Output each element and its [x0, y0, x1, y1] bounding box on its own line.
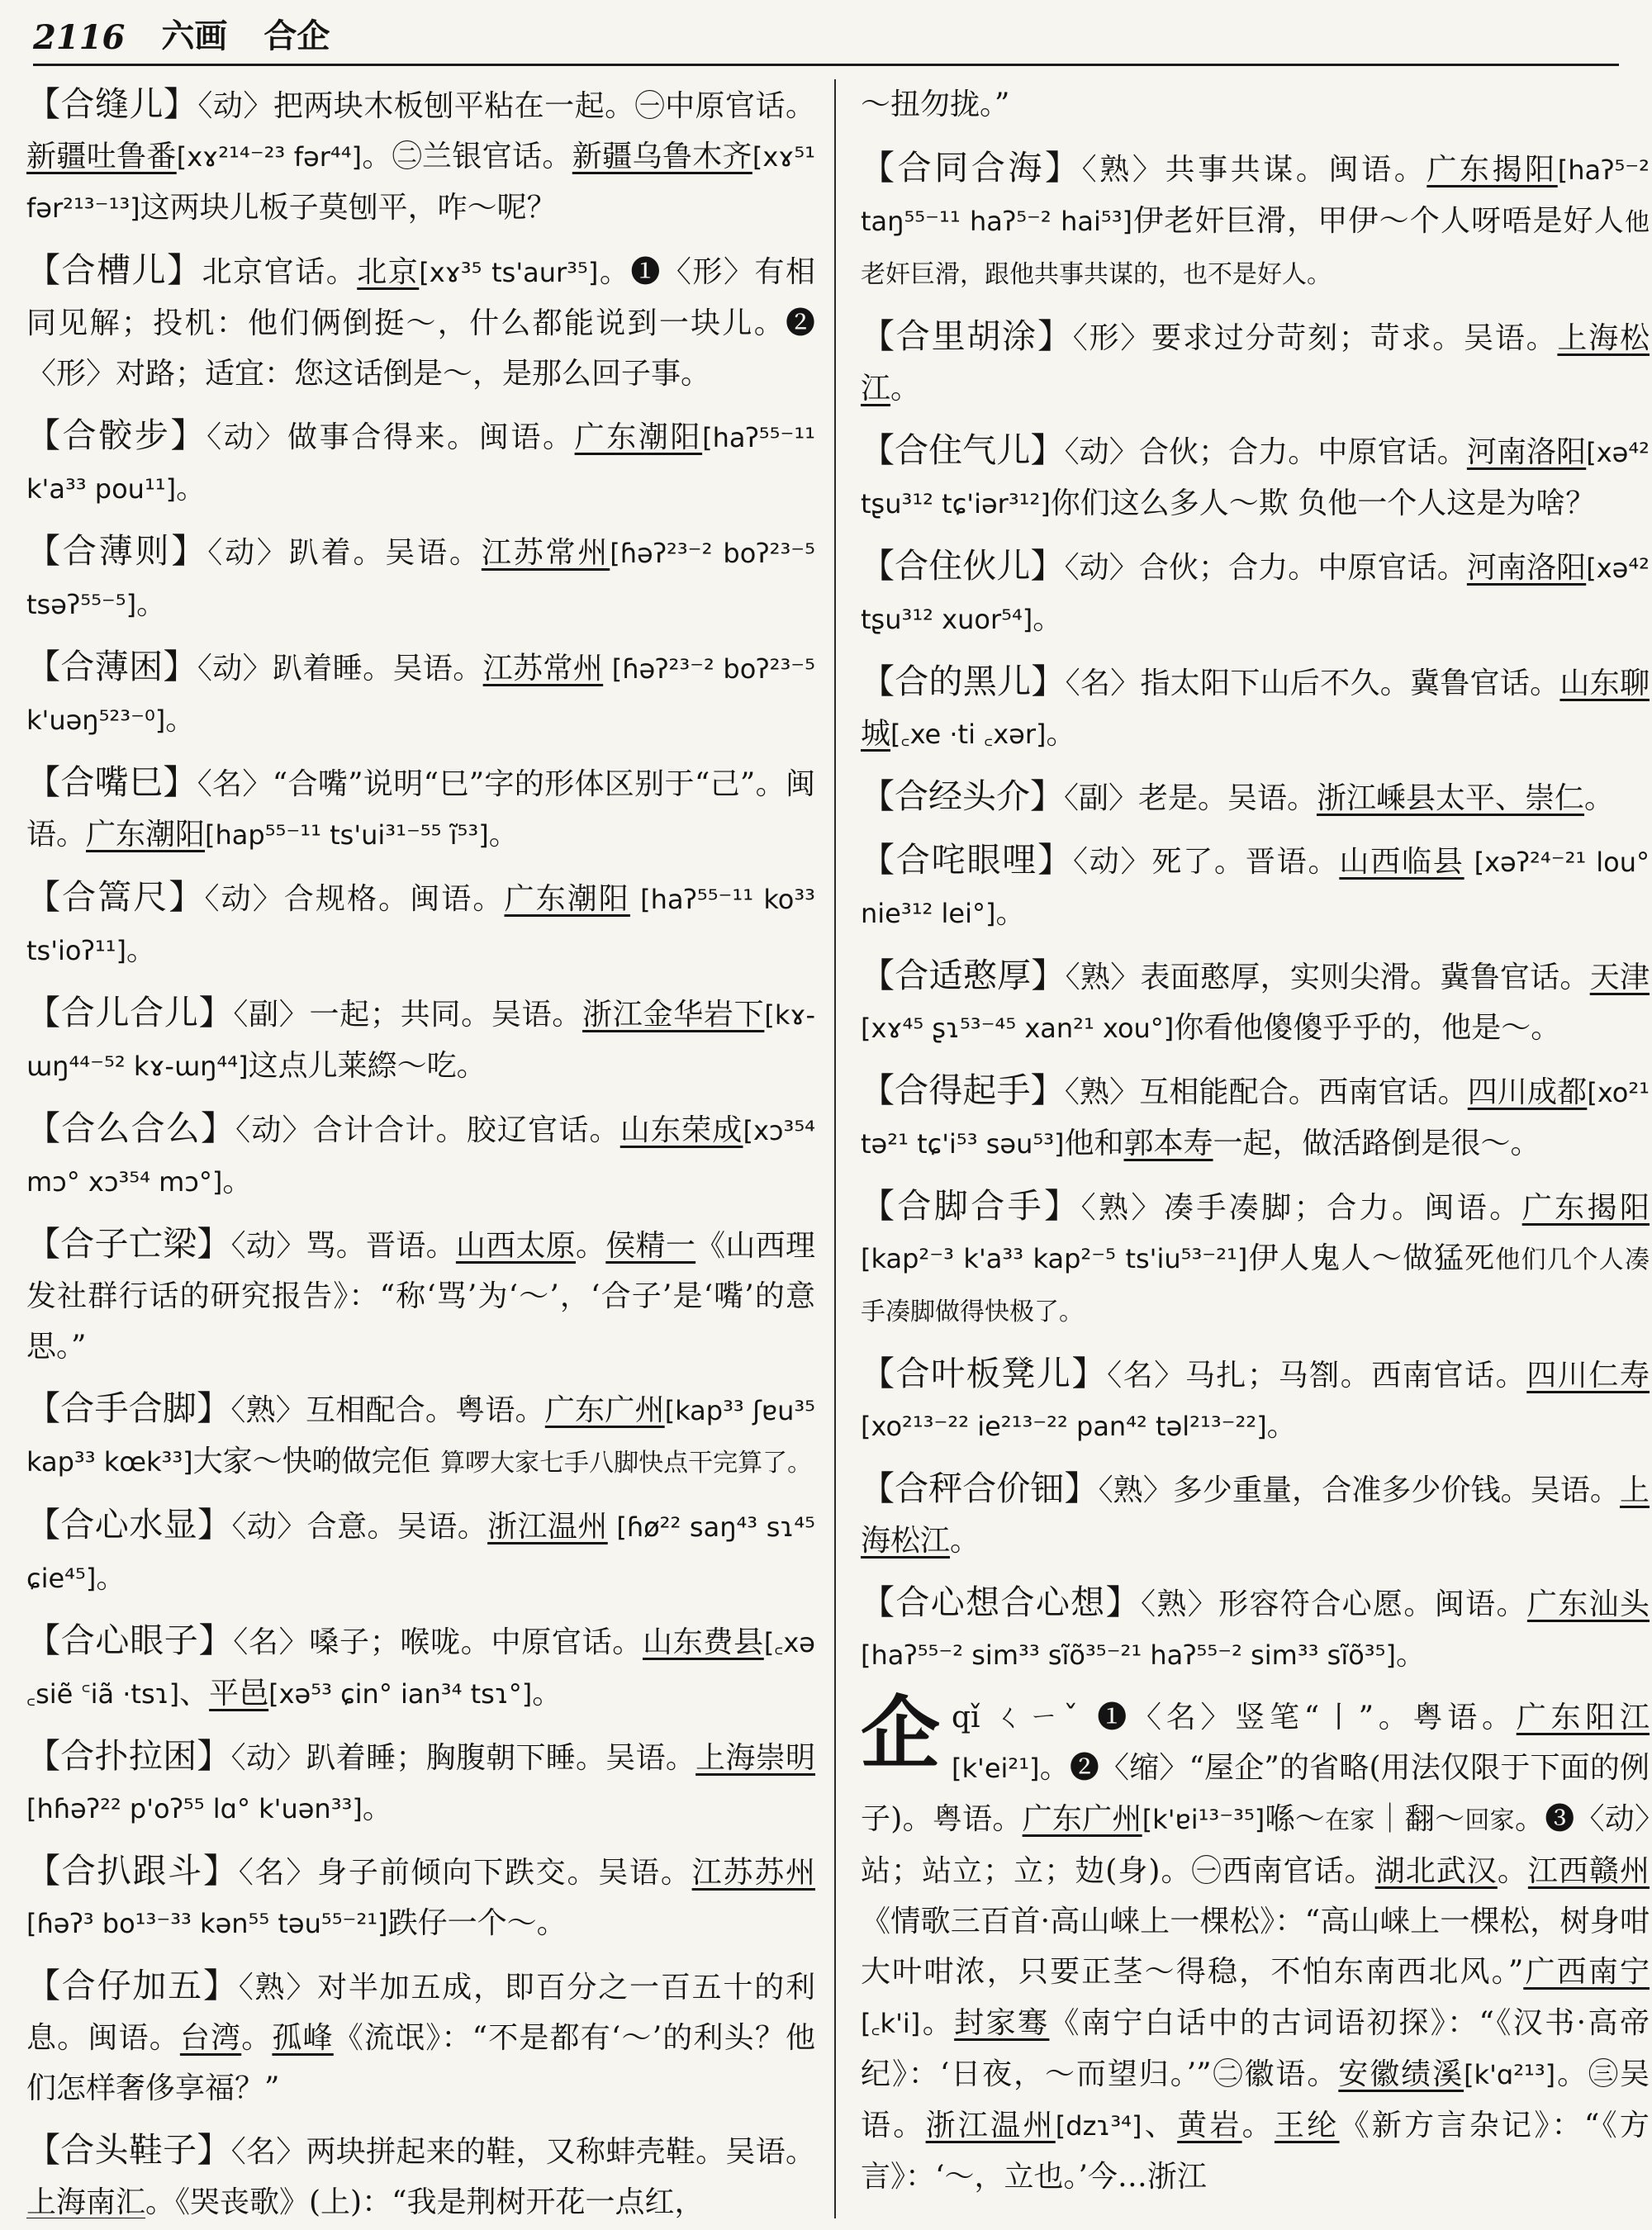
entry-headword: 【合骹步】 — [26, 415, 207, 455]
definition-text: 。㊂吴语。 — [861, 2057, 1650, 2142]
place-name: 上海南汇 — [26, 2185, 146, 2218]
place-name: 台湾 — [179, 2021, 242, 2055]
ipa-transcription: [k'ɑ²¹³] — [1464, 2059, 1556, 2090]
gloss-text: 回家 — [1464, 1806, 1515, 1835]
place-name: 山西太原 — [455, 1229, 576, 1263]
place-name: 浙江金华岩下 — [582, 998, 765, 1032]
place-name: 北京 — [357, 255, 420, 289]
ipa-transcription: [hɦəʔ²² p'oʔ⁵⁵ lɑ° k'uən³³] — [26, 1793, 363, 1824]
ipa-transcription: [xɔ³⁵⁴ mɔ° xɔ³⁵⁴ mɔ°] — [26, 1115, 815, 1198]
definition-text: 。 — [96, 1561, 126, 1595]
definition-text: 。 — [488, 818, 519, 852]
definition-text: 〈动〉骂。晋语。 — [230, 1229, 456, 1263]
place-name: 山东荣成 — [620, 1113, 743, 1147]
entry-headword: 【合薄困】 — [26, 647, 197, 686]
entry-headword: 【合得起手】 — [861, 1070, 1065, 1110]
place-name: 广东阳江 — [1516, 1701, 1650, 1734]
definition-text: 。 — [950, 1524, 980, 1558]
place-name: 黄岩 — [1177, 2109, 1242, 2142]
ipa-transcription: [xo²¹ tə²¹ tɕ'i⁵³ səu⁵³] — [861, 1077, 1650, 1160]
ipa-transcription: [haʔ⁵⁻² taŋ⁵⁵⁻¹¹ haʔ⁵⁻² hai⁵³] — [861, 154, 1650, 237]
definition-text: 。 — [176, 472, 206, 505]
dictionary-entry — [861, 1578, 1650, 1681]
definition-text: 这两块儿板子莫刨平，咋～呢？ — [140, 191, 557, 225]
entry-headword: 【合仔加五】 — [26, 1966, 239, 2005]
definition-text: 〈动〉做事合得来。闽语。 — [206, 420, 575, 454]
definition-text: 。 — [1584, 781, 1615, 815]
definition-text: 〈动〉合伙；合力。中原官话。 — [1064, 435, 1467, 469]
definition-text: 。 — [362, 1791, 392, 1825]
definition-text: 《新方言杂记》：“《方言》：‘～，立也。’今…浙江 — [861, 2109, 1650, 2194]
definition-text: 他和 — [1064, 1127, 1124, 1160]
ipa-transcription: [xə⁵³ ɕin° ian³⁴ tsɿ°] — [268, 1678, 533, 1710]
definition-text: 〈熟〉互相配合。粤语。 — [230, 1393, 545, 1427]
place-name: 广西南宁 — [1523, 1955, 1650, 1989]
place-name: 广东潮阳 — [504, 882, 630, 916]
entry-headword: 【合叶板凳儿】 — [861, 1354, 1108, 1393]
definition-text: 〈名〉马扎；马劄。西南官话。 — [1107, 1359, 1527, 1393]
place-name: 上海松江 — [861, 321, 1650, 406]
definition-text: 〈动〉趴着睡；胸腹朝下睡。吴语。 — [230, 1741, 696, 1775]
gloss-text: 他老奸巨滑，跟他共事共谋的，也不是好人。 — [861, 208, 1650, 289]
place-name: 江苏常州 — [482, 652, 604, 686]
place-name: 山东聊城 — [861, 667, 1650, 751]
definition-text: 〈熟〉凑手凑脚；合力。闽语。 — [1080, 1191, 1522, 1225]
place-name: 孤峰 — [272, 2021, 334, 2055]
definition-text: 。 — [165, 703, 196, 737]
dictionary-entry — [26, 1731, 815, 1834]
place-name: 上海松江 — [861, 1473, 1650, 1558]
dictionary-entry — [861, 771, 1650, 823]
entry-headword: 【合咤眼哩】 — [861, 840, 1073, 880]
ipa-transcription: [hap⁵⁵⁻¹¹ ts'ui³¹⁻⁵⁵ ĩ⁵³] — [205, 819, 489, 851]
definition-text: 、 — [1142, 2109, 1178, 2142]
definition-text: 喺～ — [1265, 1802, 1326, 1836]
definition-text: 。 — [241, 2021, 273, 2055]
entry-headword: 【合么合么】 — [26, 1108, 236, 1148]
entry-headword: 【合头鞋子】 — [26, 2130, 231, 2170]
ipa-transcription: [kap²⁻³ k'a³³ kap²⁻⁵ ts'iu⁵³⁻²¹] — [861, 1243, 1248, 1274]
definition-text: 〈名〉嗓子；喉咙。中原官话。 — [233, 1625, 643, 1659]
ipa-transcription: [ɦəʔ³ bo¹³⁻³³ kən⁵⁵ təu⁵⁵⁻²¹] — [26, 1908, 388, 1939]
ipa-transcription: [haʔ⁵⁵⁻¹¹ k'a³³ pou¹¹] — [26, 422, 815, 505]
definition-text: 。 — [136, 587, 167, 621]
definition-text: 〈名〉指太阳下山后不久。冀鲁官话。 — [1065, 667, 1560, 700]
definition-text: 。 — [532, 1677, 563, 1710]
ipa-transcription: [xə⁴² tʂu³¹² xuor⁵⁴] — [861, 553, 1650, 635]
ipa-transcription: [haʔ⁵⁵⁻² sim³³ sĩõ³⁵⁻²¹ haʔ⁵⁵⁻² sim³³ sĩõ³⁵] — [861, 1639, 1396, 1671]
dictionary-entry — [861, 311, 1650, 414]
definition-text: 、 — [179, 1677, 210, 1710]
place-name: 河南洛阳 — [1466, 435, 1587, 469]
entry-headword: 【合缝儿】 — [26, 84, 198, 124]
definition-text: 。❷〈缩〉“屋企”的省略(用法仅限于下面的例子)。粤语。 — [861, 1751, 1650, 1836]
ipa-transcription: [kɤ-ɯŋ⁴⁴⁻⁵² kɤ-ɯŋ⁴⁴] — [26, 999, 815, 1082]
dictionary-entry — [861, 425, 1650, 529]
definition-text: 大家～快啲做完佢 — [192, 1445, 441, 1478]
place-name: 新疆乌鲁木齐 — [572, 140, 752, 173]
entry-headword: 【合的黑儿】 — [861, 662, 1066, 701]
entry-headword: 【合儿合儿】 — [26, 993, 234, 1032]
stroke-section: 六画 — [161, 17, 228, 55]
definition-text: 〈副〉老是。吴语。 — [1064, 781, 1317, 815]
entry-headword: 【合住气儿】 — [861, 430, 1065, 470]
definition-text: 〈副〉一起；共同。吴语。 — [233, 998, 583, 1032]
entry-headword: 【合槽儿】 — [26, 250, 202, 290]
definition-text: 〈名〉身子前倾向下跌交。吴语。 — [238, 1856, 692, 1890]
dictionary-entry — [26, 526, 815, 630]
definition-text: 。㊁兰银官话。 — [362, 140, 572, 173]
definition-text: 〈动〉趴着睡。吴语。 — [197, 652, 483, 686]
definition-text: ❶〈名〉竖笔“丨”。粤语。 — [1097, 1701, 1517, 1734]
dictionary-entry — [26, 1961, 815, 2114]
ipa-transcription: [k'ɐi¹³⁻³⁵] — [1142, 1804, 1265, 1835]
ipa-transcription: [xɤ⁵¹ fər²¹³⁻¹³] — [26, 141, 815, 224]
definition-text: 伊人鬼人～做猛死 — [1247, 1241, 1496, 1275]
place-name: 新疆吐鲁番 — [26, 140, 177, 173]
dictionary-entry — [861, 951, 1650, 1054]
dictionary-entry — [861, 1181, 1650, 1337]
continued-text: ～扭勿拢。” — [861, 88, 1010, 121]
place-name: 浙江温州 — [487, 1510, 608, 1544]
entry-headword: 【合篙尺】 — [26, 877, 205, 917]
dictionary-entry — [26, 79, 815, 234]
ipa-transcription: [xo²¹³⁻²² ie²¹³⁻²² pan⁴² təl²¹³⁻²²] — [861, 1411, 1267, 1442]
place-name: 湖北武汉 — [1374, 1854, 1498, 1888]
place-name: 安徽绩溪 — [1338, 2057, 1464, 2091]
gloss-text: 算啰大家七手八脚快点干完算了。 — [440, 1449, 813, 1478]
dictionary-entry — [26, 1616, 815, 1720]
ipa-transcription: [ɦəʔ²³⁻² boʔ²³⁻⁵ tsəʔ⁵⁵⁻⁵] — [26, 538, 815, 620]
definition-text: 《情歌三百首·高山崃上一棵松》：“高山崃上一棵松，树身咁大叶咁浓，只要正茎～得稳，不怕东南西北风。” — [861, 1905, 1650, 1989]
definition-text: 〈熟〉共事共谋。闽语。 — [1081, 153, 1427, 187]
entry-headword: 【合同合海】 — [861, 148, 1082, 187]
place-name: 浙江嵊县太平、崇仁 — [1317, 781, 1585, 815]
entry-headword: 【合手合脚】 — [26, 1388, 231, 1428]
entry-headword: 【合扒跟斗】 — [26, 1851, 239, 1891]
definition-text: 《流氓》：“不是都有‘～’的利头？他们怎样奢侈享福？” — [26, 2021, 815, 2105]
place-name: 平邑 — [209, 1677, 269, 1710]
place-name: 封家骞 — [954, 2006, 1050, 2040]
place-name: 山东费县 — [643, 1625, 764, 1659]
place-name: 上海崇明 — [695, 1741, 815, 1775]
place-name: 广东广州 — [544, 1393, 665, 1427]
entry-headword: 【合薄则】 — [26, 531, 208, 571]
definition-text: 。 — [576, 1229, 606, 1263]
ipa-transcription: [dzɿ³⁴] — [1055, 2110, 1142, 2142]
definition-text: 。 — [1497, 1854, 1528, 1888]
entry-headword: 【合脚合手】 — [861, 1186, 1081, 1226]
entry-headword: 【合里胡涂】 — [861, 316, 1073, 356]
ipa-transcription: [xɤ⁴⁵ ʂɿ⁵³⁻⁴⁵ xan²¹ xou°] — [861, 1013, 1175, 1044]
headchar-qi: 企 — [861, 1687, 940, 1780]
definition-text: 《南宁白话中的古词语初探》：“《汉书·高帝纪》：‘日夜，～而望归。’”㊁徽语。 — [861, 2006, 1650, 2091]
entry-headword: 【合子亡梁】 — [26, 1224, 231, 1264]
entry-headword: 【合住伙儿】 — [861, 546, 1065, 586]
definition-text: 跌仔一个～。 — [387, 1906, 567, 1940]
ipa-transcription: [xəʔ²⁴⁻²¹ lou° nie³¹² lei°] — [861, 847, 1650, 929]
ipa-transcription: [꜀xə ꜀siẽ ꜂iã ·tsɿ] — [26, 1627, 815, 1710]
place-name: 四川仁寿 — [1526, 1359, 1650, 1393]
dictionary-entry — [26, 245, 815, 399]
definition-text: 。 — [1046, 717, 1076, 751]
ipa-transcription: [꜀xe ·ti ꜀xər] — [890, 719, 1047, 750]
ipa-transcription: [haʔ⁵⁵⁻¹¹ ko³³ ts'ioʔ¹¹] — [26, 884, 815, 966]
entry-headword: 【合适憨厚】 — [861, 956, 1066, 995]
place-name: 四川成都 — [1467, 1075, 1588, 1109]
dictionary-entry — [861, 1464, 1650, 1566]
entry-qi — [861, 1687, 1650, 2202]
place-name: 河南洛阳 — [1466, 551, 1587, 585]
entry-headword: 【合经头介】 — [861, 776, 1064, 816]
definition-text: 〈动〉合伙；合力。中原官话。 — [1064, 551, 1467, 585]
dictionary-entry — [26, 1219, 815, 1372]
definition-text: 〈动〉趴着。吴语。 — [207, 536, 482, 570]
ipa-transcription: [ɦəʔ²³⁻² boʔ²³⁻⁵ k'uəŋ⁵²³⁻⁰] — [26, 653, 815, 736]
dictionary-entry — [26, 872, 815, 976]
place-name: 广东揭阳 — [1521, 1191, 1650, 1225]
definition-text: 〈名〉“合嘴”说明“巳”字的形体区别于“己”。闽语。 — [26, 767, 815, 852]
ipa-transcription: [꜀k'i] — [861, 2008, 921, 2039]
dictionary-entry — [861, 1065, 1650, 1170]
definition-text: 《山西理发社群行话的研究报告》：“称‘骂’为‘～’，‘合子’是‘嘴’的意思。” — [26, 1229, 815, 1364]
definition-text: 。❶〈形〉有相同见解；投机：他们俩倒挺～，什么都能说到一块儿。❷〈形〉对路；适宜：您这话倒是～，是那么回子事。 — [26, 255, 815, 391]
definition-text: 这点儿莱縩～吃。 — [248, 1049, 487, 1083]
place-name: 广东广州 — [1022, 1802, 1142, 1836]
qi-pinyin: qǐ ㄑㄧˇ — [952, 1701, 1083, 1734]
definition-text: 你看他傻傻乎乎的，他是～。 — [1174, 1011, 1561, 1045]
place-name: 浙江温州 — [925, 2109, 1056, 2142]
definition-text: 。 — [1032, 602, 1063, 636]
page-header — [33, 15, 1619, 66]
dictionary-entry — [861, 657, 1650, 760]
ipa-transcription: [ɦø²² saŋ⁴³ sɿ⁴⁵ ɕie⁴⁵] — [26, 1511, 815, 1594]
gloss-text: 他们几个人凑手凑脚做得快极了。 — [861, 1245, 1650, 1326]
definition-text: 〈动〉合计合计。胶辽官话。 — [235, 1113, 620, 1147]
place-name: 广东汕头 — [1526, 1587, 1650, 1621]
place-name: 江苏常州 — [481, 536, 610, 570]
place-name: 天津 — [1589, 961, 1650, 994]
definition-text: 。 — [995, 896, 1026, 930]
dictionary-entry — [861, 1349, 1650, 1452]
definition-text: 伊老奸巨滑，甲伊～个人呀唔是好人 — [1132, 204, 1625, 238]
dictionary-entry — [26, 642, 815, 746]
dictionary-entry — [26, 757, 815, 861]
entry-headword: 【合心眼子】 — [26, 1620, 234, 1660]
dictionary-entry — [26, 1103, 815, 1208]
definition-text: 一起，做活路倒是很～。 — [1213, 1127, 1540, 1160]
place-name: 王纶 — [1274, 2109, 1340, 2142]
definition-text: 〈形〉要求过分苛刻；苛求。吴语。 — [1072, 321, 1558, 355]
definition-text: 。 — [890, 372, 921, 406]
dictionary-entry — [26, 1383, 815, 1488]
gloss-text: 在家 — [1325, 1806, 1375, 1835]
dictionary-entry — [26, 2125, 815, 2218]
column-divider — [834, 79, 836, 2218]
definition-text: 〈动〉合规格。闽语。 — [204, 882, 505, 916]
ipa-transcription: [xɤ²¹⁴⁻²³ fər⁴⁴] — [176, 141, 363, 173]
entry-headword: 【合扑拉困】 — [26, 1736, 231, 1776]
place-name: 广东潮阳 — [574, 420, 703, 454]
place-name: 广东潮阳 — [86, 818, 206, 852]
ipa-transcription: [kap³³ ʃɐu³⁵ kap³³ kœk³³] — [26, 1395, 815, 1478]
place-name: 侯精一 — [605, 1229, 696, 1263]
definition-text: 〈熟〉表面憨厚，实则尖滑。冀鲁官话。 — [1065, 961, 1590, 994]
dictionary-entry — [26, 988, 815, 1092]
place-name: 郭本寿 — [1123, 1127, 1213, 1160]
place-name: 广东揭阳 — [1427, 153, 1558, 187]
dictionary-entry — [26, 410, 815, 515]
definition-text: 〈熟〉形容符合心愿。闽语。 — [1141, 1587, 1527, 1621]
definition-text: 。 — [1395, 1638, 1426, 1672]
definition-text: 。《哭丧歌》(上)：“我是荆树开花一点红， — [145, 2185, 705, 2218]
right-column — [861, 79, 1650, 2218]
ipa-transcription: [k'ei²¹] — [952, 1753, 1040, 1784]
ipa-transcription: [xə⁴² tʂu³¹² tɕ'iər³¹²] — [861, 437, 1650, 520]
dictionary-entry — [861, 835, 1650, 939]
definition-text: 你们这么多人～欺 负他一个人这是为啥？ — [1050, 486, 1596, 520]
definition-text: 北京官话。 — [202, 255, 358, 289]
header-chars: 合企 — [263, 17, 330, 55]
page-number: 2116 — [33, 18, 126, 57]
definition-text: ｜翻～ — [1374, 1802, 1465, 1836]
definition-text: 。 — [222, 1165, 253, 1198]
entry-headword: 【合心水显】 — [26, 1505, 232, 1544]
dictionary-entry — [26, 1500, 815, 1604]
definition-text: 。 — [920, 2006, 955, 2040]
definition-text: 〈名〉两块拼起来的鞋，又称蚌壳鞋。吴语。 — [230, 2135, 815, 2169]
definition-text: 〈动〉把两块木板刨平粘在一起。㊀中原官话。 — [197, 89, 815, 123]
definition-text: 。 — [1241, 2109, 1275, 2142]
definition-text: 。❸〈动〉站；站立；立；攰(身)。㊀西南官话。 — [861, 1802, 1650, 1888]
dictionary-entry — [861, 541, 1650, 645]
definition-text: 〈动〉合意。吴语。 — [231, 1510, 488, 1544]
dictionary-entry — [26, 1846, 815, 1949]
place-name: 江苏苏州 — [691, 1856, 815, 1890]
definition-text: 。 — [126, 933, 156, 967]
entry-headword: 【合秤合价钿】 — [861, 1468, 1099, 1508]
definition-text: 〈熟〉互相能配合。西南官话。 — [1064, 1075, 1468, 1109]
definition-text: 〈熟〉对半加五成，即百分之一百五十的利息。闽语。 — [26, 1971, 815, 2055]
definition-text: 〈动〉死了。晋语。 — [1072, 845, 1340, 879]
definition-text: 。 — [1266, 1409, 1297, 1443]
entry-headword: 【合嘴巳】 — [26, 762, 197, 802]
entry-headword: 【合心想合心想】 — [861, 1582, 1141, 1622]
dictionary-entry — [861, 143, 1650, 300]
place-name: 江西赣州 — [1527, 1854, 1650, 1888]
definition-text: 〈熟〉多少重量，合准多少价钱。吴语。 — [1098, 1473, 1620, 1507]
ipa-transcription: [xɤ³⁵ ts'aur³⁵] — [419, 257, 599, 288]
left-column — [26, 79, 815, 2218]
place-name: 山西临县 — [1339, 845, 1464, 879]
